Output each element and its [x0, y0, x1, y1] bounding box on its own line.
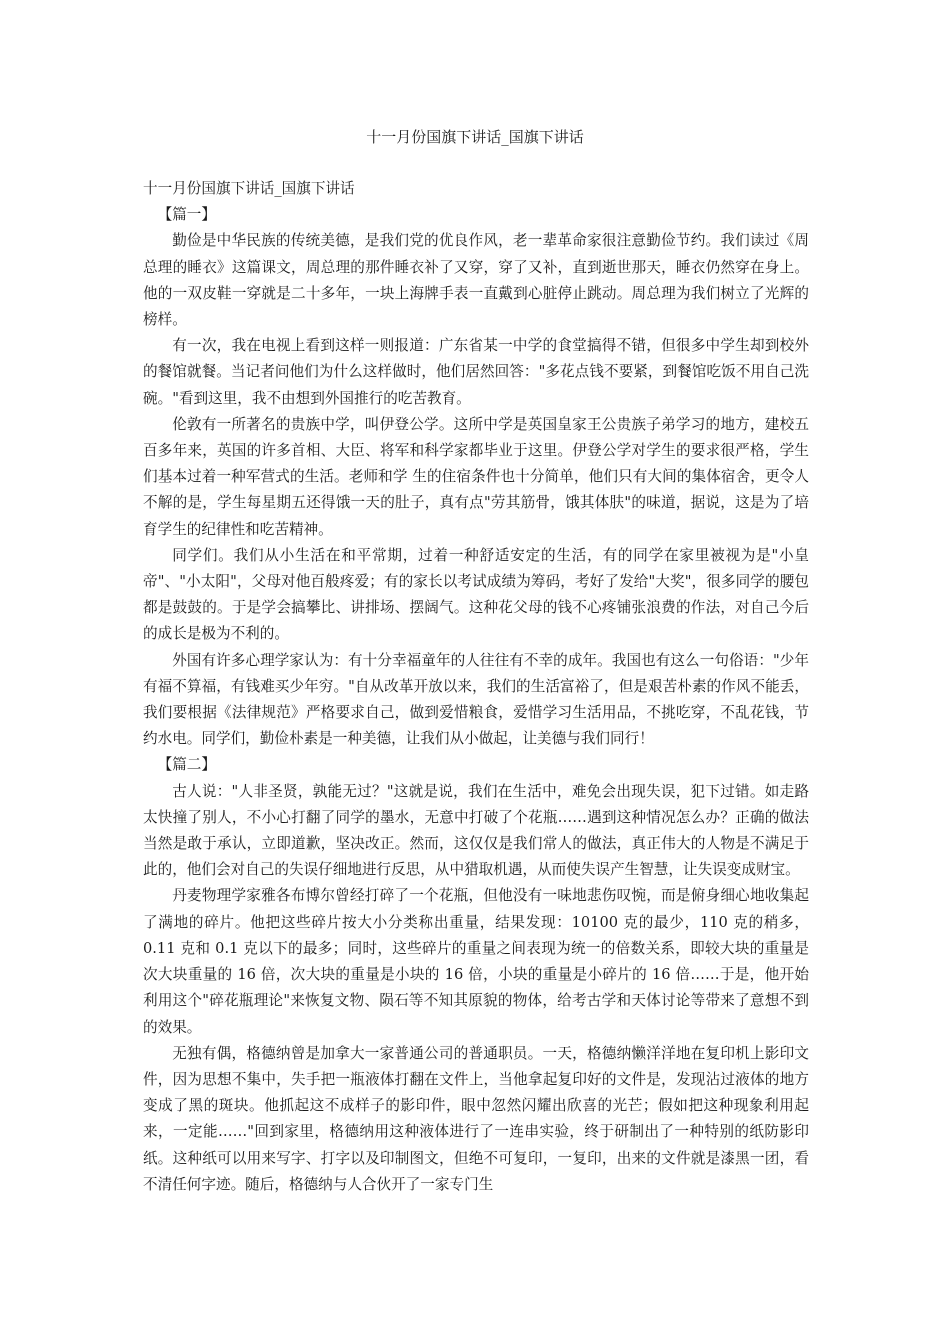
paragraph: 古人说："人非圣贤，孰能无过？"这就是说，我们在生活中，难免会出现失误，犯下过错。如走路太快撞了别人，不小心打翻了同学的墨水，无意中打破了个花瓶……遇到这种情况怎么办？正确的做法当然是敢于承认，立即道歉，坚决改正。然而，这仅仅是我们常人的做法，真正伟大的人物是不满足于此的，他们会对自己的失误仔细地进行反思，从中猎取机遇，从而使失误产生智慧，让失误变成财宝。	[143, 782, 809, 879]
paragraph: 无独有偶，格德纳曾是加拿大一家普通公司的普通职员。一天，格德纳懒洋洋地在复印机上影印文件，因为思想不集中，失手把一瓶液体打翻在文件上，当他拿起复印好的文件是，发现沾过液体的地方变成了黑的斑块。他抓起这不成样子的影印件，眼中忽然闪耀出欣喜的光芒；假如把这种现象利用起来，一定能……"回到家里，格德纳用这种液体进行了一连串实验，终于研制出了一种特别的纸防影印纸。这种纸可以用来写字、打字以及印制图文，但绝不可复印，一复印，出来的文件就是漆黑一团，看不清任何字迹。随后，格德纳与人合伙开了一家专门生	[143, 1044, 809, 1193]
paragraph: 有一次，我在电视上看到这样一则报道：广东省某一中学的食堂搞得不错，但很多中学生却到校外的餐馆就餐。当记者问他们为什么这样做时，他们居然回答："多花点钱不要紧，到餐馆吃饭不用自己洗碗。"看到这里，我不由想到外国推行的吃苦教育。	[143, 337, 809, 407]
document-subtitle: 十一月份国旗下讲话_国旗下讲话	[143, 180, 355, 197]
section-heading-2: 【篇二】	[157, 756, 216, 774]
paragraph: 外国有许多心理学家认为：有十分幸福童年的人往往有不幸的成年。我国也有这么一句俗语："少年有福不算福，有钱难买少年穷。"自从改革开放以来，我们的生活富裕了，但是艰苦朴素的作风不能丢，我们要根据《法律规范》严格要求自己，做到爱惜粮食，爱惜学习生活用品，不挑吃穿，不乱花钱，节约水电。同学们，勤俭朴素是一种美德，让我们从小做起，让美德与我们同行！	[143, 651, 809, 748]
document-body	[143, 176, 809, 1198]
page-title: 十一月份国旗下讲话_国旗下讲话	[366, 128, 584, 146]
paragraph: 伦敦有一所著名的贵族中学，叫伊登公学。这所中学是英国皇家王公贵族子弟学习的地方，建校五百多年来，英国的许多首相、大臣、将军和科学家都毕业于这里。伊登公学对学生的要求很严格，学生们基本过着一种军营式的生活。老师和学 生的住宿条件也十分简单，他们只有大间的集体宿舍，更令人不解的是，学生每星期五还得饿一天的肚子，真有点"劳其筋骨，饿其体肤"的味道，据说，这是为了培育学生的纪律性和吃苦精神。	[143, 415, 809, 538]
paragraph: 勤俭是中华民族的传统美德，是我们党的优良作风，老一辈革命家很注意勤俭节约。我们读过《周总理的睡衣》这篇课文，周总理的那件睡衣补了又穿，穿了又补，直到逝世那天，睡衣仍然穿在身上。他的一双皮鞋一穿就是二十多年，一块上海牌手表一直戴到心脏停止跳动。周总理为我们树立了光辉的榜样。	[143, 232, 809, 329]
section-heading-1: 【篇一】	[157, 206, 216, 224]
paragraph: 丹麦物理学家雅各布博尔曾经打碎了一个花瓶，但他没有一味地悲伤叹惋，而是俯身细心地收集起了满地的碎片。他把这些碎片按大小分类称出重量，结果发现：10100 克的最少，110 克的稍多，0.11 克和 0.1 克以下的最多；同时，这些碎片的重量之间表现为统一的倍数关系，即较大块的重量是次大块重量的 16 倍，次大块的重量是小块的 16 倍，小块的重量是小碎片的 16 倍……于是，他开始利用这个"碎花瓶理论"来恢复文物、陨石等不知其原貌的物体，给考古学和天体讨论等带来了意想不到的效果。	[143, 887, 809, 1036]
paragraph: 同学们。我们从小生活在和平常期，过着一种舒适安定的生活，有的同学在家里被视为是"小皇帝"、"小太阳"，父母对他百般疼爱；有的家长以考试成绩为筹码，考好了发给"大奖"，很多同学的腰包都是鼓鼓的。于是学会搞攀比、讲排场、摆阔气。这种花父母的钱不心疼铺张浪费的作法，对自己今后的成长是极为不利的。	[143, 546, 809, 643]
